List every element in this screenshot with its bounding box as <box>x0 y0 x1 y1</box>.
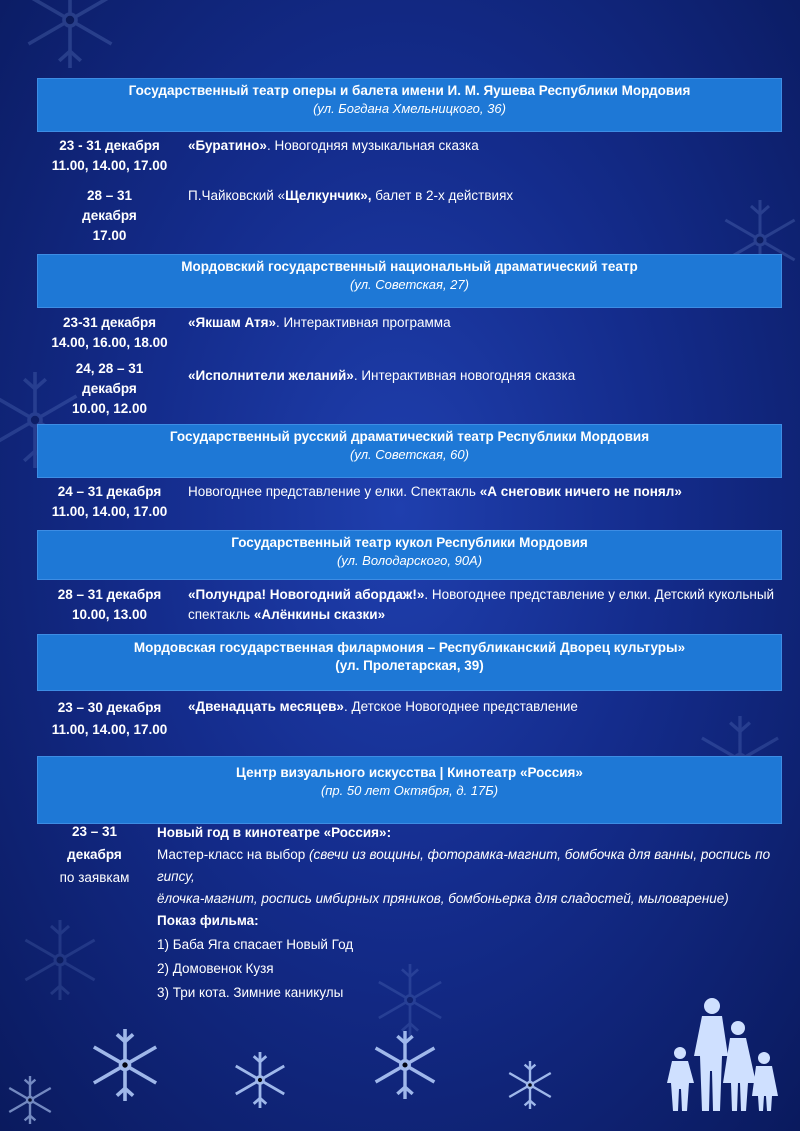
event-title: Новый год в кинотеатре «Россия»: <box>157 825 392 840</box>
show-times: 10.00, 12.00 <box>71 401 148 416</box>
venue-header-puppet-theatre <box>37 530 782 580</box>
date-range: 23-31 декабря <box>63 315 156 330</box>
venue-address: (ул. Богдана Хмельницкого, 36) <box>313 101 506 116</box>
event-text: . Интерактивная программа <box>276 315 451 330</box>
event-title: «А снеговик ничего не понял» <box>479 484 682 499</box>
venue-name: Мордовский государственный национальный драматический театр <box>181 259 638 274</box>
date-range: 23 – 31 <box>71 824 118 839</box>
venue-name: Государственный театр оперы и балета имени И. М. Яушева Республики Мордовия <box>128 83 691 98</box>
event-title: «Буратино» <box>188 138 267 153</box>
event-title: «Двенадцать месяцев» <box>188 699 344 714</box>
event-dates <box>37 359 182 419</box>
event-title: «Исполнители желаний» <box>188 368 354 383</box>
venue-address: (ул. Володарского, 90А) <box>336 553 483 568</box>
event-description <box>188 366 788 386</box>
event-text: . Интерактивная новогодняя сказка <box>353 368 576 383</box>
event-description <box>188 697 788 717</box>
show-times: 14.00, 16.00, 18.00 <box>51 335 168 350</box>
event-dates <box>37 585 182 625</box>
event-description <box>188 585 788 625</box>
date-range: 24 – 31 декабря <box>57 484 162 499</box>
date-range: 28 – 31 декабря <box>57 587 162 602</box>
venue-name: Государственный театр кукол Республики Мордовия <box>231 535 588 550</box>
event-title: «Полундра! Новогодний абордаж!» <box>188 587 425 602</box>
masterclass-options: (свечи из вощины, фоторамка-магнит, бомбочка для ванны, роспись по гипсу, <box>157 847 771 884</box>
event-text: . Детское Новогоднее представление <box>343 699 578 714</box>
event-text: спектакль <box>188 607 254 622</box>
date-range: 23 - 31 декабря <box>59 138 160 153</box>
masterclass-label: Мастер-класс на выбор <box>157 847 306 862</box>
event-text: П.Чайковский « <box>188 188 286 203</box>
event-title: «Алёнкины сказки» <box>253 607 386 622</box>
event-description <box>188 313 788 333</box>
film-item: 3) Три кота. Зимние каникулы <box>157 985 344 1000</box>
event-dates <box>22 820 167 889</box>
date-range: 23 – 30 декабря <box>57 700 162 715</box>
date-month: декабря <box>82 381 137 396</box>
masterclass-options: ёлочка-магнит, роспись имбирных пряников, бомбоньерка для сладостей, мыловарение) <box>157 891 729 906</box>
venue-name: Государственный русский драматический театр Республики Мордовия <box>169 429 650 444</box>
show-times: 11.00, 14.00, 17.00 <box>51 722 168 737</box>
date-range: 24, 28 – 31 <box>75 361 144 376</box>
venue-name: Центр визуального искусства | Кинотеатр «Россия» <box>236 765 583 780</box>
venue-address: (ул. Советская, 27) <box>350 277 469 292</box>
event-text: . Новогодняя музыкальная сказка <box>266 138 479 153</box>
date-month: декабря <box>67 847 122 862</box>
venue-header-cinema <box>37 756 782 824</box>
event-text: Новогоднее представление у елки. Спектакль <box>188 484 480 499</box>
event-description <box>188 136 788 156</box>
venue-header-philharmonic <box>37 634 782 691</box>
event-text: балет в 2-х действиях <box>371 188 514 203</box>
masterclass-info <box>157 844 787 888</box>
event-dates <box>37 697 182 741</box>
event-dates <box>37 136 182 176</box>
venue-address: (пр. 50 лет Октября, д. 17Б) <box>320 783 499 798</box>
venue-address: (ул. Советская, 60) <box>350 447 469 462</box>
films-heading: Показ фильма: <box>157 913 259 928</box>
venue-address: (ул. Пролетарская, 39) <box>335 658 484 673</box>
event-description <box>157 822 787 1004</box>
venue-header-opera <box>37 78 782 132</box>
show-times: 11.00, 14.00, 17.00 <box>51 158 168 173</box>
film-item: 1) Баба Яга спасает Новый Год <box>157 937 354 952</box>
event-dates <box>37 482 182 522</box>
event-text: . Новогоднее представление у елки. Детский кукольный <box>424 587 775 602</box>
event-dates <box>37 313 182 353</box>
show-times: 17.00 <box>92 228 127 243</box>
venue-header-russian-drama <box>37 424 782 478</box>
film-item: 2) Домовенок Кузя <box>157 961 274 976</box>
show-times: 10.00, 13.00 <box>71 607 148 622</box>
show-times: 11.00, 14.00, 17.00 <box>51 504 168 519</box>
venue-name: Мордовская государственная филармония – Республиканский Дворец культуры» <box>133 640 686 655</box>
venue-header-national-drama <box>37 254 782 308</box>
date-range: 28 – 31 <box>86 188 133 203</box>
date-month: декабря <box>82 208 137 223</box>
event-description <box>188 186 788 206</box>
event-title: «Якшам Атя» <box>188 315 277 330</box>
event-dates <box>37 186 182 246</box>
event-title: Щелкунчик», <box>285 188 372 203</box>
event-description <box>188 482 788 502</box>
booking-note: по заявкам <box>59 870 130 885</box>
